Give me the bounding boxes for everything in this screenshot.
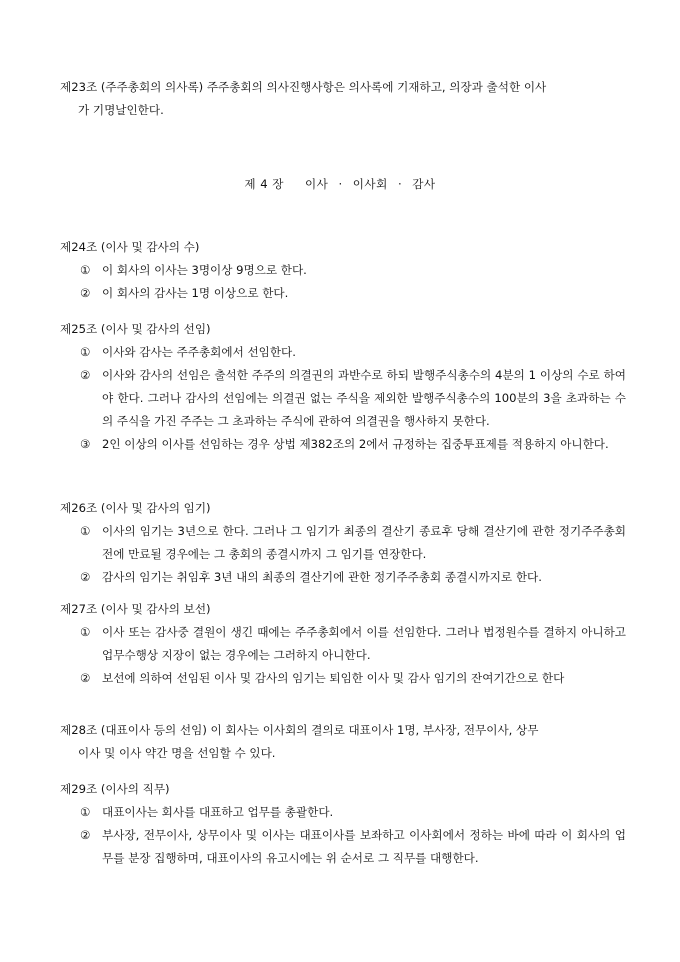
item-text: 이사의 임기는 3년으로 한다. 그러나 그 임기가 최종의 결산기 종료후 당해 결산기에 관한 정기주주총회 전에 만료될 경우에는 그 총회의 종결시까지 그 임기를 연장한다.	[102, 524, 626, 561]
article-26-heading: 제26조 (이사 및 감사의 임기)	[60, 501, 211, 515]
chapter-part-2: 이사회	[352, 177, 388, 191]
article-24-item-1	[60, 259, 626, 282]
article-24	[60, 236, 626, 305]
article-23-line2: 가 기명날인한다.	[78, 103, 164, 117]
item-number: ③	[80, 437, 91, 451]
article-23-line1: 제23조 (주주총회의 의사록) 주주총회의 의사진행사항은 의사록에 기재하고, 의장과 출석한 이사	[60, 80, 547, 94]
article-25	[60, 318, 626, 456]
chapter-number: 제 4 장	[244, 177, 285, 191]
article-25-item-2	[60, 364, 626, 433]
item-text: 이 회사의 감사는 1명 이상으로 한다.	[102, 286, 289, 300]
item-number: ①	[80, 805, 91, 819]
item-text: 2인 이상의 이사를 선임하는 경우 상법 제382조의 2에서 규정하는 집중투표제를 적용하지 아니한다.	[102, 437, 609, 451]
chapter-title	[0, 176, 680, 192]
article-24-item-2	[60, 282, 626, 305]
item-number: ②	[80, 570, 91, 584]
article-24-heading: 제24조 (이사 및 감사의 수)	[60, 240, 200, 254]
article-26	[60, 497, 626, 589]
item-text: 대표이사는 회사를 대표하고 업무를 총괄한다.	[102, 805, 334, 819]
article-27-item-2	[60, 667, 626, 690]
article-26-item-1	[60, 520, 626, 566]
chapter-separator: ·	[338, 177, 343, 191]
article-25-heading: 제25조 (이사 및 감사의 선임)	[60, 322, 211, 336]
item-number: ①	[80, 524, 91, 538]
article-29-item-1	[60, 801, 626, 824]
article-25-item-1	[60, 341, 626, 364]
article-27	[60, 598, 626, 690]
article-26-item-2	[60, 566, 626, 589]
item-number: ②	[80, 828, 91, 842]
chapter-part-1: 이사	[304, 177, 329, 191]
item-text: 이 회사의 이사는 3명이상 9명으로 한다.	[102, 263, 307, 277]
item-text: 보선에 의하여 선임된 이사 및 감사의 임기는 퇴임한 이사 및 감사 임기의 잔여기간으로 한다	[102, 671, 565, 685]
item-text: 이사와 감사의 선임은 출석한 주주의 의결권의 과반수로 하되 발행주식총수의 4분의 1 이상의 수로 하여야 한다. 그러나 감사의 선임에는 의결권 없는 주식을 제외한 발행주식총수의 100분의 3을 초과하는 수의 주식을 가진 주주는 그 초과하는 주식에 관하여 의결권을 행사하지 못한다.	[102, 368, 626, 428]
item-number: ①	[80, 625, 91, 639]
item-text: 부사장, 전무이사, 상무이사 및 이사는 대표이사를 보좌하고 이사회에서 정하는 바에 따라 이 회사의 업무를 분장 집행하며, 대표이사의 유고시에는 위 순서로 그 직무를 대행한다.	[102, 828, 626, 865]
item-text: 감사의 임기는 취임후 3년 내의 최종의 결산기에 관한 정기주주총회 종결시까지로 한다.	[102, 570, 542, 584]
chapter-separator: ·	[397, 177, 403, 191]
item-number: ①	[80, 345, 91, 359]
item-number: ①	[80, 263, 91, 277]
article-28-line2: 이사 및 이사 약간 명을 선임할 수 있다.	[78, 746, 276, 760]
item-number: ②	[80, 671, 91, 685]
article-23	[60, 76, 626, 122]
item-text: 이사와 감사는 주주총회에서 선임한다.	[102, 345, 296, 359]
item-text: 이사 또는 감사중 결원이 생긴 때에는 주주총회에서 이를 선임한다. 그러나 법정원수를 결하지 아니하고 업무수행상 지장이 없는 경우에는 그러하지 아니한다.	[102, 625, 626, 662]
article-28	[60, 719, 626, 765]
article-29	[60, 778, 626, 870]
article-27-heading: 제27조 (이사 및 감사의 보선)	[60, 602, 211, 616]
item-number: ②	[80, 286, 91, 300]
article-25-item-3	[60, 433, 626, 456]
article-27-item-1	[60, 621, 626, 667]
article-28-line1: 제28조 (대표이사 등의 선임) 이 회사는 이사회의 결의로 대표이사 1명, 부사장, 전무이사, 상무	[60, 723, 539, 737]
chapter-part-3: 감사	[412, 177, 436, 191]
article-29-item-2	[60, 824, 626, 870]
item-number: ②	[80, 368, 91, 382]
article-29-heading: 제29조 (이사의 직무)	[60, 782, 170, 796]
